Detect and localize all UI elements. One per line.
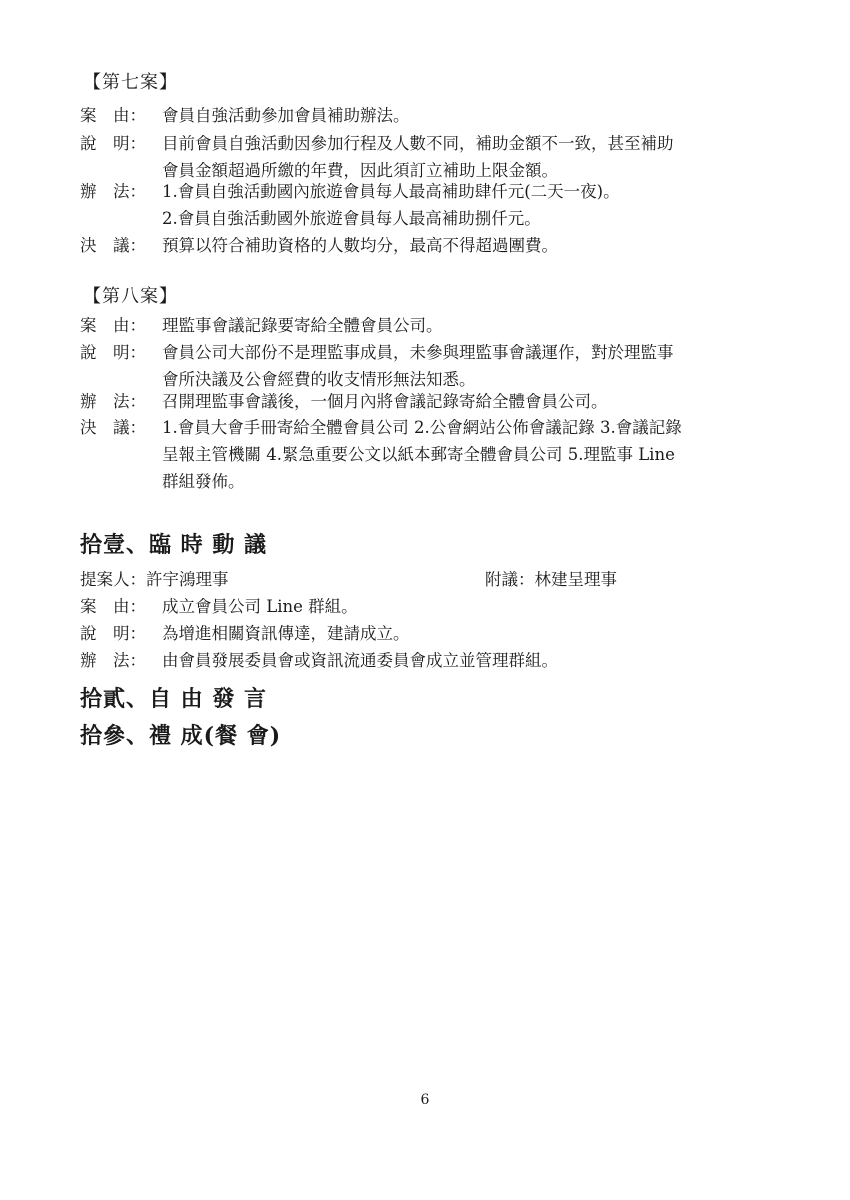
case7-method-line-1: 1.會員自強活動國內旅遊會員每人最高補助肆仟元(二天一夜)。 <box>162 182 620 201</box>
case7-header: 【第七案】 <box>83 72 178 93</box>
page-number: 6 <box>420 1092 430 1108</box>
case8-reason-label: 案 由： <box>80 316 146 335</box>
section12-title: 拾貳、自 由 發 言 <box>80 686 267 712</box>
case8-explain-label: 說 明： <box>80 343 146 362</box>
case7-method <box>80 178 780 232</box>
case7-resolution-text: 預算以符合補助資格的人數均分，最高不得超過團費。 <box>162 236 558 255</box>
case7-reason <box>80 102 780 129</box>
case8-method-text: 召開理監事會議後，一個月內將會議記錄寄給全體會員公司。 <box>162 392 608 411</box>
case8-resolution-line-1: 1.會員大會手冊寄給全體會員公司 2.公會網站公佈會議記錄 3.會議記錄 <box>162 418 682 437</box>
section11-explain <box>80 620 780 647</box>
section11-reason <box>80 593 780 620</box>
case8-method-label: 辦 法： <box>80 392 146 411</box>
case7-method-line-2: 2.會員自強活動國外旅遊會員每人最高補助捌仟元。 <box>162 209 541 228</box>
section11-method-text: 由會員發展委員會或資訊流通委員會成立並管理群組。 <box>162 651 558 670</box>
case7-reason-text: 會員自強活動參加會員補助辦法。 <box>162 106 410 125</box>
case8-explain <box>80 339 780 393</box>
section11-explain-label: 說 明： <box>80 624 146 643</box>
case8-explain-line-1: 會員公司大部份不是理監事成員，未參與理監事會議運作，對於理監事 <box>162 343 674 362</box>
case8-resolution <box>80 414 780 495</box>
case7-reason-label: 案 由： <box>80 106 146 125</box>
case7-explain <box>80 130 780 184</box>
case8-reason-text: 理監事會議記錄要寄給全體會員公司。 <box>162 316 443 335</box>
case8-resolution-line-3: 群組發佈。 <box>162 472 245 491</box>
section11-method-label: 辦 法： <box>80 651 146 670</box>
case7-method-label: 辦 法： <box>80 182 146 201</box>
section11-explain-text: 為增進相關資訊傳達，建請成立。 <box>162 624 410 643</box>
section11-reason-text: 成立會員公司 Line 群組。 <box>162 597 358 616</box>
case8-method <box>80 388 780 415</box>
case7-explain-line-1: 目前會員自強活動因參加行程及人數不同，補助金額不一致，甚至補助 <box>162 134 674 153</box>
section11-seconder: 附議：林建呈理事 <box>485 570 617 589</box>
case8-resolution-label: 決 議： <box>80 418 146 437</box>
case8-explain-line-2: 會所決議及公會經費的收支情形無法知悉。 <box>162 370 476 389</box>
case7-explain-line-2: 會員金額超過所繳的年費，因此須訂立補助上限金額。 <box>162 161 558 180</box>
section13-title: 拾參、禮 成(餐 會) <box>80 723 282 749</box>
case8-reason <box>80 312 780 339</box>
case7-resolution <box>80 232 780 259</box>
section11-proposer: 提案人：許宇鴻理事 <box>80 570 229 589</box>
case7-explain-label: 說 明： <box>80 134 146 153</box>
section11-reason-label: 案 由： <box>80 597 146 616</box>
section11-method <box>80 647 780 674</box>
case7-resolution-label: 決 議： <box>80 236 146 255</box>
case8-resolution-line-2: 呈報主管機關 4.緊急重要公文以紙本郵寄全體會員公司 5.理監事 Line <box>162 445 675 464</box>
section11-title: 拾壹、臨 時 動 議 <box>80 532 267 558</box>
case8-header: 【第八案】 <box>83 286 178 307</box>
